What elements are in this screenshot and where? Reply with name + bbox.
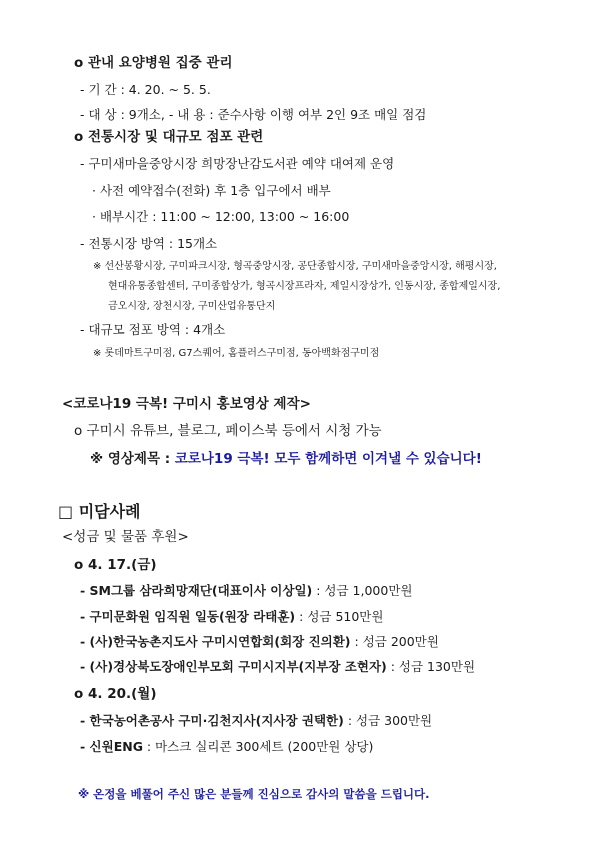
donor-name: - 구미문화원 임직원 일동(원장 라태훈) — [80, 609, 296, 624]
video-title-prefix: ※ 영상제목 : — [90, 451, 175, 467]
donation-row — [80, 661, 475, 674]
donation-detail: : 마스크 실리콘 300세트 (200만원 상당) — [142, 739, 374, 754]
market-note-line-3: 금오시장, 장천시장, 구미산업유통단지 — [108, 301, 276, 312]
market-subitem-hours: · 배부시간 : 11:00 ~ 12:00, 13:00 ~ 16:00 — [92, 209, 350, 224]
large-store-item: - 대규모 점포 방역 : 4개소 — [80, 322, 226, 337]
donation-row — [80, 585, 412, 598]
section-heading-markets: o 전통시장 및 대규모 점포 관련 — [74, 129, 264, 145]
praise-subheading: <성금 및 물품 후원> — [62, 529, 189, 545]
donor-name: - (사)한국농촌지도사 구미시연합회(회장 진의환) — [80, 634, 351, 649]
section-heading-nursing-hospitals: o 관내 요양병원 집중 관리 — [74, 55, 233, 71]
market-subitem-reservation: · 사전 예약접수(전화) 후 1층 입구에서 배부 — [92, 183, 331, 198]
donation-detail: : 성금 510만원 — [295, 609, 384, 624]
praise-section-heading: □ 미담사례 — [58, 502, 141, 521]
donor-name: - (사)경상북도장애인부모회 구미시지부(지부장 조현자) — [80, 659, 387, 674]
market-note-line-2: 현대유통종합센터, 구미종합상가, 형곡시장프라자, 제일시장상가, 인동시장, 종합제일시장, — [108, 281, 501, 292]
donation-row — [80, 741, 373, 754]
video-title-note — [90, 453, 482, 467]
thanks-note: ※ 온정을 베풀어 주신 많은 분들께 진심으로 감사의 말씀을 드립니다. — [78, 787, 430, 801]
donor-name: - 한국농어촌공사 구미·김천지사(지사장 권택한) — [80, 713, 344, 728]
praise-date-2: o 4. 20.(월) — [74, 686, 157, 702]
donation-row — [80, 636, 439, 649]
video-section-title: <코로나19 극복! 구미시 홍보영상 제작> — [62, 396, 311, 412]
large-store-note: ※ 롯데마트구미점, G7스퀘어, 홈플러스구미점, 동아백화점구미점 — [93, 348, 380, 359]
donation-detail: : 성금 130만원 — [386, 659, 476, 674]
donation-detail: : 성금 300만원 — [343, 713, 433, 728]
period-line: - 기 간 : 4. 20. ~ 5. 5. — [80, 82, 211, 97]
donation-detail: : 성금 200만원 — [350, 634, 439, 649]
video-title-text: 코로나19 극복! 모두 함께하면 이겨낼 수 있습니다! — [174, 451, 482, 467]
market-item-disinfection: - 전통시장 방역 : 15개소 — [80, 236, 218, 251]
target-content-line: - 대 상 : 9개소, - 내 용 : 준수사항 이행 여부 2인 9조 매일 점검 — [80, 107, 427, 122]
donation-row — [80, 715, 432, 728]
donation-row — [80, 611, 383, 624]
donor-name: - SM그룹 삼라희망재단(대표이사 이상일) — [80, 583, 313, 598]
video-channels-line: o 구미시 유튜브, 블로그, 페이스북 등에서 시청 가능 — [74, 423, 382, 439]
market-note-line-1: ※ 선산봉황시장, 구미파크시장, 형곡중앙시장, 공단종합시장, 구미새마을중앙시장, 해평시장, — [93, 261, 497, 272]
donor-name: - 신원ENG — [80, 739, 143, 754]
praise-date-1: o 4. 17.(금) — [74, 557, 157, 573]
market-item-toy-library: - 구미새마을중앙시장 희망장난감도서관 예약 대여제 운영 — [80, 156, 395, 171]
donation-detail: : 성금 1,000만원 — [312, 583, 413, 598]
